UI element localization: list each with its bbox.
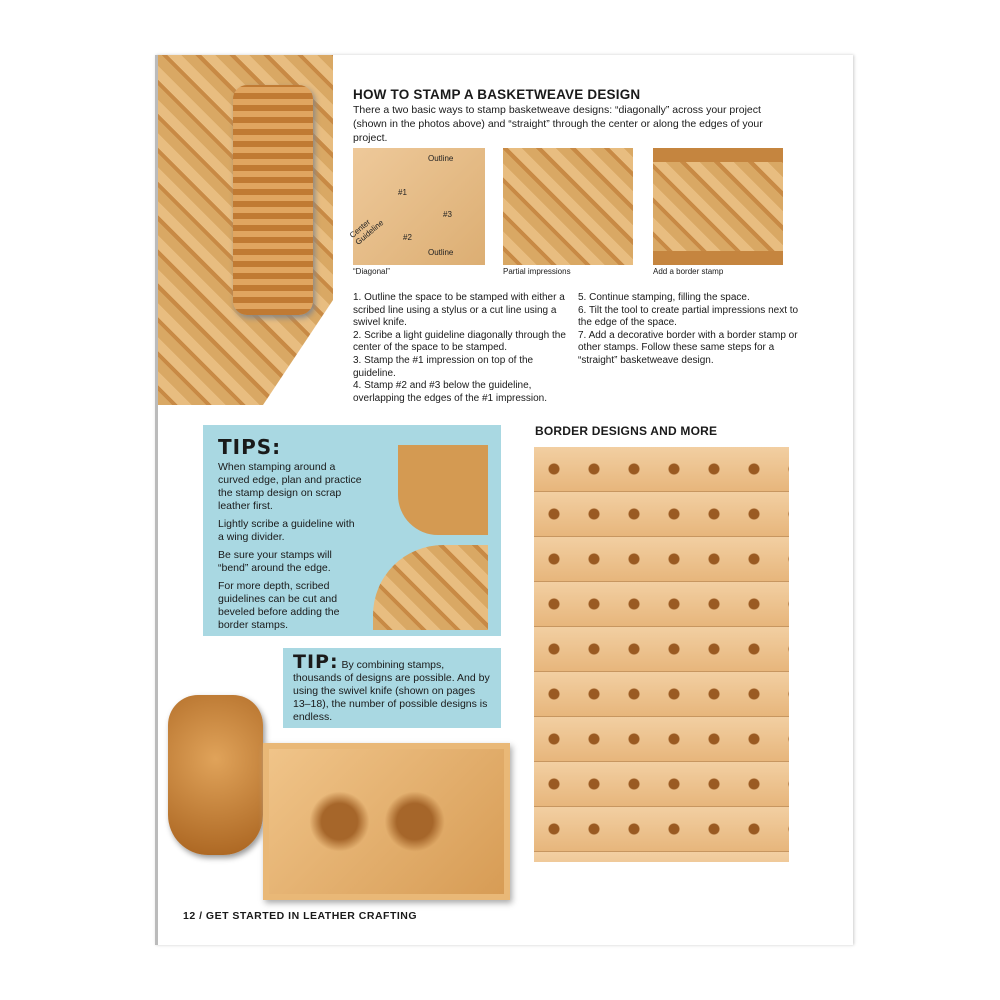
- photo-wing-divider: [398, 445, 488, 535]
- photo-partial-impressions: [503, 148, 633, 265]
- photo-floral-panel: [263, 743, 510, 900]
- photo-border-stamp: [653, 148, 783, 265]
- step-6: 6. Tilt the tool to create partial impressions next to the edge of the space.: [578, 304, 799, 329]
- tip-item: Lightly scribe a guideline with a wing divider.: [218, 518, 355, 543]
- label-2: #2: [403, 233, 412, 242]
- section-title: HOW TO STAMP A BASKETWEAVE DESIGN: [353, 87, 641, 102]
- tip-item: For more depth, scribed guidelines can be cut and beveled before adding the border stamps.: [218, 580, 340, 631]
- tip-item: When stamping around a curved edge, plan and practice the stamp design on scrap leather first.: [218, 461, 362, 512]
- label-outline-bottom: Outline: [428, 248, 454, 257]
- caption-partial: Partial impressions: [503, 267, 571, 276]
- step-2: 2. Scribe a light guideline diagonally through the center of the space to be stamped.: [353, 329, 566, 354]
- label-3: #3: [443, 210, 452, 219]
- caption-diagonal: “Diagonal”: [353, 267, 390, 276]
- label-1: #1: [398, 188, 407, 197]
- book-page: [155, 55, 853, 945]
- step-5: 5. Continue stamping, filling the space.: [578, 292, 750, 303]
- tip-heading: TIP:: [293, 651, 339, 673]
- tip-text: By combining stamps, thousands of designs are possible. And by using the swivel knife (shown on pages 13–18), the number of possible designs is endless.: [293, 659, 490, 723]
- photo-curved-border: [373, 545, 488, 630]
- label-center-guideline: Center Guideline: [347, 217, 386, 247]
- caption-border: Add a border stamp: [653, 267, 724, 276]
- photo-knife-sheath: [233, 85, 313, 315]
- tip-item: Be sure your stamps will “bend” around the edge.: [218, 549, 332, 574]
- photo-border-designs: [534, 447, 789, 862]
- step-1: 1. Outline the space to be stamped with either a scribed line using a stylus or a cut line using a swivel knife.: [353, 292, 565, 329]
- photo-pouch: [168, 695, 263, 855]
- step-7: 7. Add a decorative border with a border stamp or other stamps. Follow these same steps for a “straight” basketweave design.: [578, 329, 798, 366]
- tip-box: [283, 648, 501, 728]
- borders-title: BORDER DESIGNS AND MORE: [535, 424, 718, 438]
- photo-diagonal: [347, 148, 485, 265]
- page-footer: 12 / GET STARTED IN LEATHER CRAFTING: [183, 910, 418, 922]
- steps-right: [578, 292, 803, 368]
- steps-left: [353, 292, 573, 405]
- step-4: 4. Stamp #2 and #3 below the guideline, overlapping the edges of the #1 impression.: [353, 380, 548, 404]
- label-outline-top: Outline: [428, 154, 454, 163]
- tips-heading: TIPS:: [218, 435, 282, 459]
- intro-text: There a two basic ways to stamp basketweave designs: “diagonally” across your project (shown in the photos above) and “straight” through the center or along the edges of your project.: [353, 104, 763, 144]
- step-3: 3. Stamp the #1 impression on top of the guideline.: [353, 354, 534, 379]
- tips-box: [203, 425, 501, 636]
